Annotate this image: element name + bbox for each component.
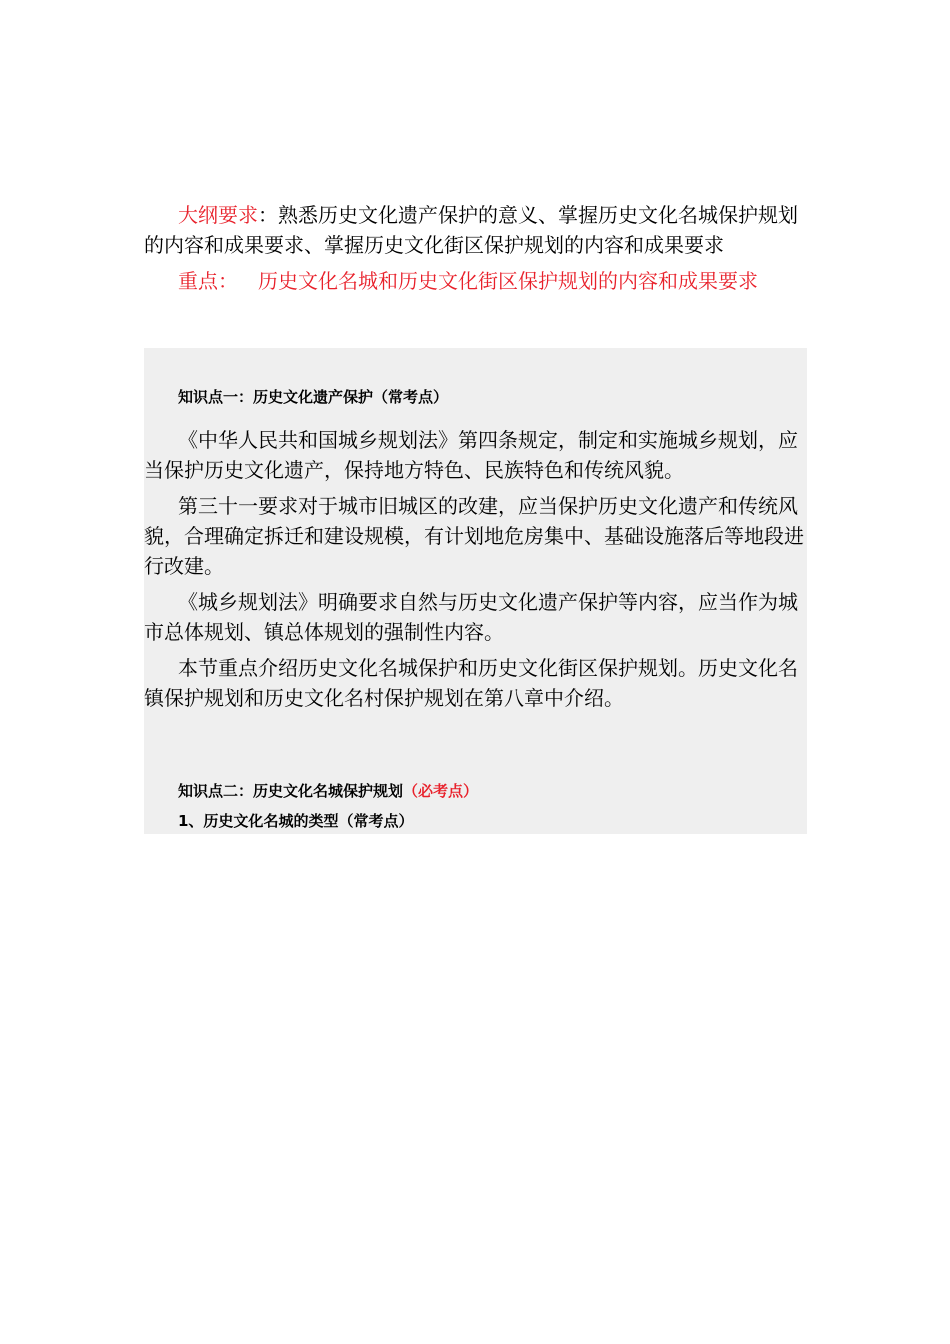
section2-tag: （必考点） (403, 782, 479, 800)
section2-title: 知识点二：历史文化名城保护规划 (178, 782, 404, 800)
section1-paragraph-2: 第三十一要求对于城市旧城区的改建，应当保护历史文化遗产和传统风貌，合理确定拆迁和建设规模，有计划地危房集中、基础设施落后等地段进行改建。 (144, 494, 804, 578)
section1-paragraph-1: 《中华人民共和国城乡规划法》第四条规定，制定和实施城乡规划，应当保护历史文化遗产，保持地方特色、民族特色和传统风貌。 (144, 428, 798, 482)
section1-paragraph-4: 本节重点介绍历史文化名城保护和历史文化街区保护规划。历史文化名镇保护规划和历史文化名村保护规划在第八章中介绍。 (144, 656, 798, 710)
content-block (144, 348, 807, 834)
syllabus-requirement (144, 200, 808, 260)
section1-heading: 知识点一：历史文化遗产保护（常考点） (178, 388, 449, 406)
key-point-label: 重点： (178, 269, 238, 293)
section1-paragraph-3: 《城乡规划法》明确要求自然与历史文化遗产保护等内容，应当作为城市总体规划、镇总体规划的强制性内容。 (144, 590, 798, 644)
key-point-line (178, 266, 808, 296)
syllabus-label: 大纲要求 (178, 203, 258, 227)
syllabus-text: ：熟悉历史文化遗产保护的意义、掌握历史文化名城保护规划的内容和成果要求、掌握历史文化街区保护规划的内容和成果要求 (144, 203, 798, 257)
section2-subheading: 1、历史文化名城的类型（常考点） (178, 812, 414, 830)
key-point-text: 历史文化名城和历史文化街区保护规划的内容和成果要求 (258, 269, 758, 293)
section2-heading (178, 780, 478, 802)
